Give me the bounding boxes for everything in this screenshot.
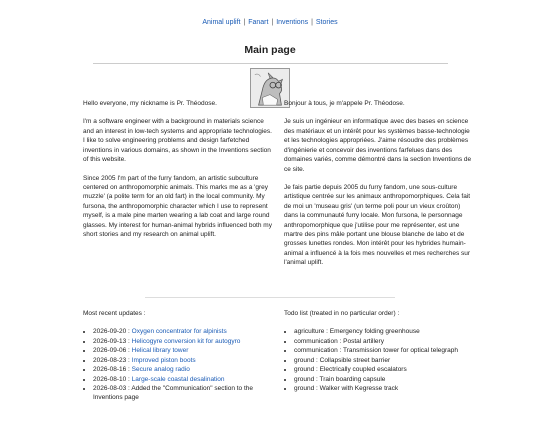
list-item [93, 384, 272, 403]
nav-link-stories[interactable]: Stories [315, 19, 338, 26]
update-date: 2026-09-20 [93, 328, 127, 336]
nav-separator: | [271, 19, 274, 26]
list-item: • communication : Transmission tower for optical telegraph [294, 346, 473, 355]
intro-english [83, 99, 272, 277]
update-date: 2026-08-23 [93, 356, 127, 364]
update-text: Added the "Communication" section to the Inventions page [93, 384, 253, 402]
list-item [93, 375, 272, 384]
update-separator: : [126, 366, 132, 374]
top-navigation [0, 18, 540, 28]
update-link[interactable]: Secure analog radio [131, 366, 190, 374]
list-item: • ground : Train boarding capsule [294, 375, 473, 384]
intro-fr-paragraph-2: Je fais partie depuis 2005 du furry fandom, une sous-culture artistique centrée sur les animaux anthropomorphiques. Cela fait de moi un 'museau gris' (un terme poli pour un vieux croûton) dans la communauté furry locale. Mon fursona, le personnage anthropomorphique que j'utilise pour me représenter, est une martre des pins mâle portant une blouse blanche de labo et de grosses lunettes rondes. Mon intérêt pour les hybrides humain-animal a influencé à la fois mes nouvelles et mes recherches sur l'animal uplift. [284, 183, 471, 267]
todo-list [284, 327, 473, 393]
update-link[interactable]: Helical library tower [131, 347, 189, 355]
greeting-fr: Bonjour à tous, je m'appele Pr. Théodose. [284, 100, 405, 107]
greeting-en: Hello everyone, my nickname is Pr. Théodose. [83, 100, 217, 107]
intro-fr-paragraph-1: Je suis un ingénieur en informatique avec des bases en science des matériaux et un intérêt pour les systèmes basse-technologie et les technologies appropriées. J'aime résoudre des problèmes d'ingénierie et concevoir des inventions farfelues dans des domaines variés, comme démontré dans la section Inventions de ce site. [284, 118, 472, 173]
intro-section [83, 99, 473, 277]
list-item: • agriculture : Emergency folding greenhouse [294, 327, 473, 336]
todo-title: Todo list (treated in no particular order) : [284, 310, 400, 317]
list-item [93, 337, 272, 346]
update-separator: : [126, 384, 132, 392]
update-separator: : [126, 337, 132, 345]
update-link[interactable]: Oxygen concentrator for alpinists [131, 328, 227, 336]
intro-en-paragraph-2: Since 2005 I'm part of the furry fandom, an artistic subculture centered on anthropomorphic animals. This marks me as a 'grey muzzle' (a polite term for an old fart) in the local community. My fursona, the anthropomorphic character which I use to represent myself, is a male pine marten wearing a lab coat and large round glasses. My interest for human-animal hybrids influenced both my short stories and my research on animal uplift. [83, 174, 272, 239]
update-separator: : [126, 328, 132, 336]
updates-list [83, 327, 272, 402]
list-item: • communication : Postal artillery [294, 337, 473, 346]
intro-french [284, 99, 473, 277]
update-date: 2026-08-03 [93, 384, 127, 392]
list-item [93, 356, 272, 365]
nav-link-animal-uplift[interactable]: Animal uplift [202, 19, 241, 26]
update-date: 2026-09-13 [93, 337, 127, 345]
update-separator: : [126, 356, 132, 364]
update-separator: : [126, 375, 132, 383]
list-item: • ground : Walker with Kegresse track [294, 384, 473, 393]
todo-panel [284, 309, 473, 403]
updates-title: Most recent updates : [83, 310, 146, 317]
section-divider [145, 297, 395, 298]
list-item: • ground : Electrically coupled escalators [294, 365, 473, 374]
nav-link-fanart[interactable]: Fanart [248, 19, 269, 26]
intro-en-paragraph-1: I'm a software engineer with a background in materials science and an interest in low-tech systems and appropriate technologies. I like to solve engineering problems and design farfetched inventions in various domains, as shown in the Inventions section of this website. [83, 118, 272, 164]
nav-separator: | [311, 19, 313, 26]
list-item: • ground : Collapsible street barrier [294, 356, 473, 365]
nav-link-inventions[interactable]: Inventions [276, 19, 309, 26]
update-separator: : [126, 347, 132, 355]
list-item [93, 365, 272, 374]
page-title: Main page [244, 44, 296, 57]
update-date: 2026-09-06 [93, 347, 127, 355]
list-item [93, 327, 272, 336]
update-link[interactable]: Large-scale coastal desalination [131, 375, 225, 383]
nav-separator: | [243, 19, 246, 26]
updates-panel [83, 309, 272, 403]
list-item [93, 346, 272, 355]
update-date: 2026-08-10 [93, 375, 127, 383]
update-link[interactable]: Helicogyre conversion kit for autogyro [131, 337, 241, 345]
update-date: 2026-08-16 [93, 366, 127, 374]
update-link[interactable]: Improved piston boots [131, 356, 196, 364]
title-divider [93, 63, 448, 64]
lists-section [83, 309, 473, 403]
